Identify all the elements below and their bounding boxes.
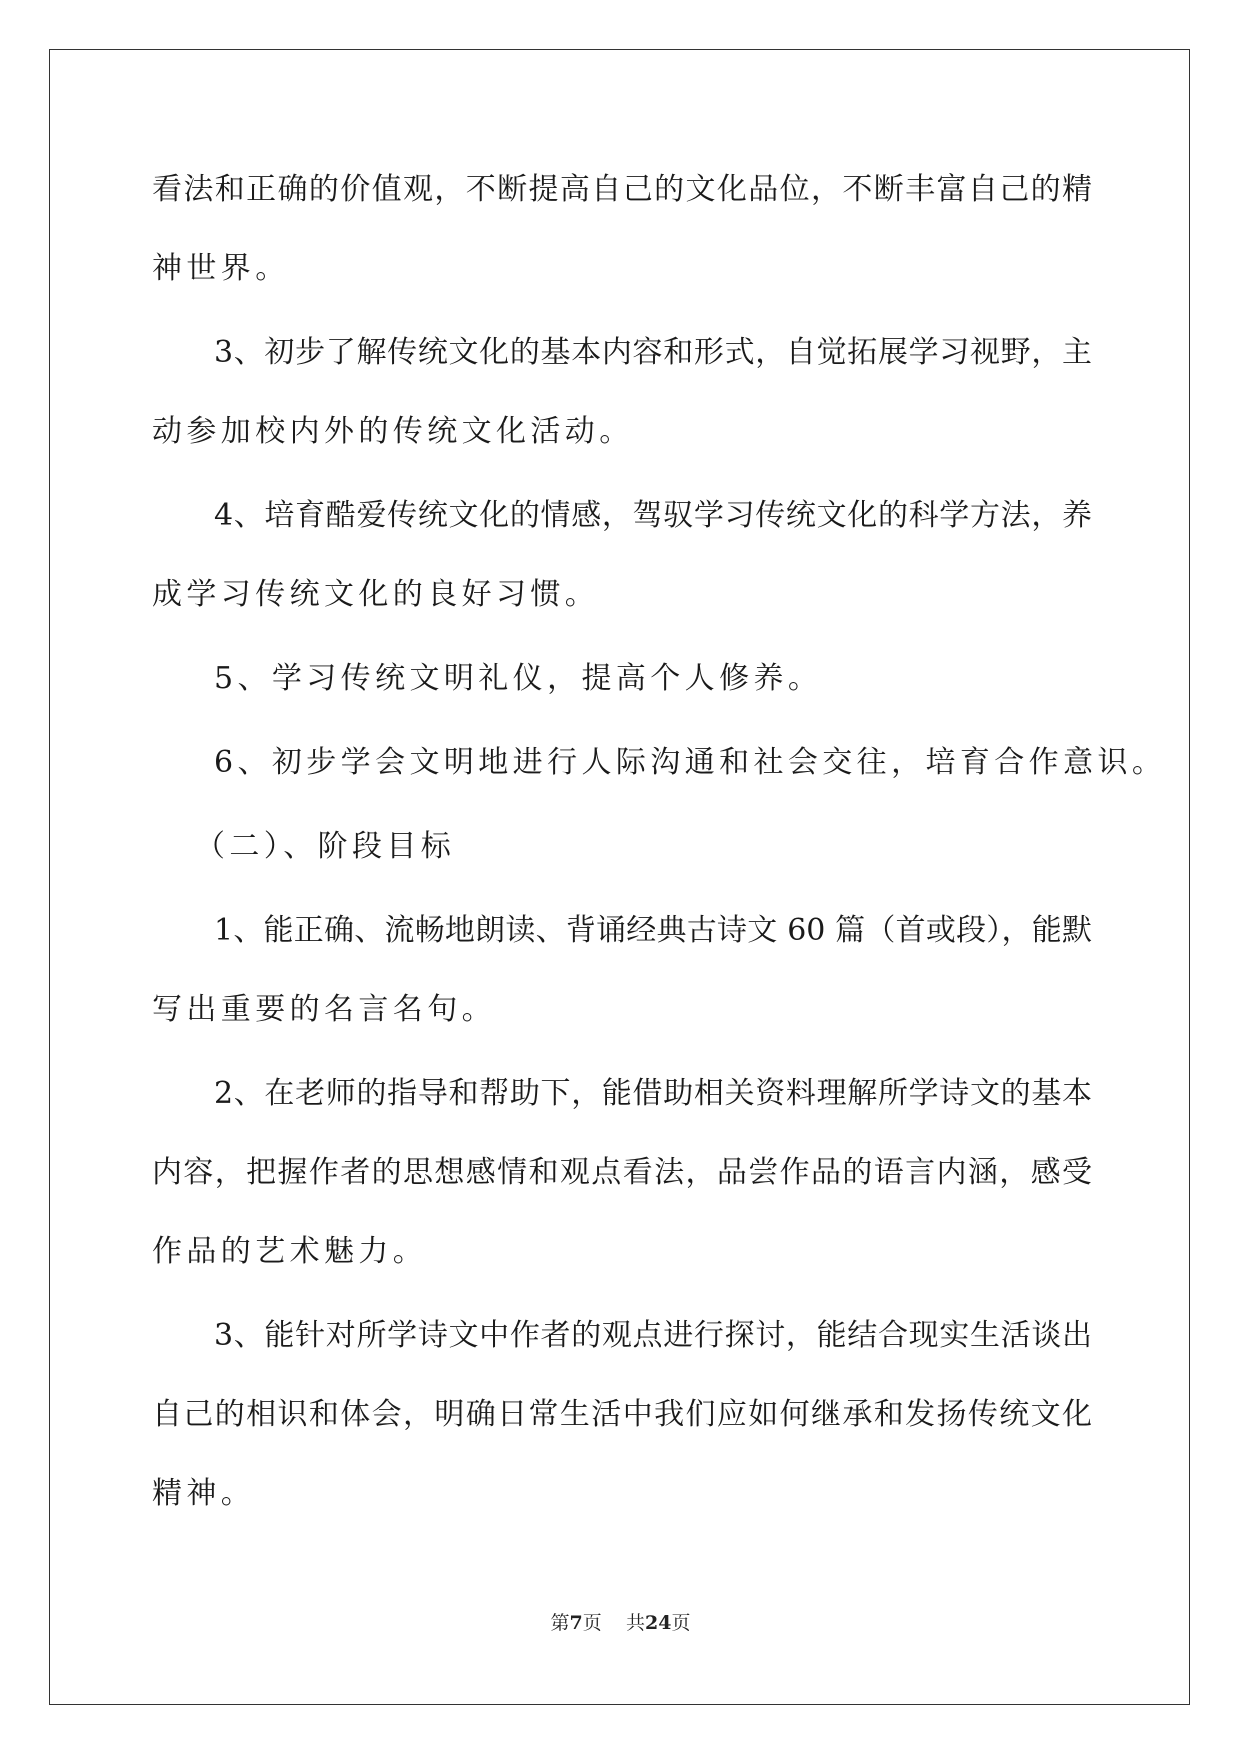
- paragraph-line: 成学习传统文化的良好习惯。: [152, 577, 600, 612]
- page-border: [49, 49, 1190, 1705]
- paragraph-line: 自己的相识和体会，明确日常生活中我们应如何继承和发扬传统文化: [152, 1397, 1092, 1432]
- paragraph-line: 神世界。: [152, 251, 290, 286]
- paragraph-line: 2、在老师的指导和帮助下，能借助相关资料理解所学诗文的基本: [214, 1076, 1092, 1111]
- total-suffix: 页: [671, 1612, 691, 1634]
- paragraph-line: 作品的艺术魅力。: [152, 1234, 428, 1269]
- paragraph-line: 看法和正确的价值观，不断提高自己的文化品位，不断丰富自己的精: [152, 172, 1092, 207]
- paragraph-line: 精神。: [152, 1476, 256, 1511]
- section-heading: （二）、阶段目标: [195, 829, 456, 864]
- page-number: 7: [569, 1612, 583, 1634]
- paragraph-line: 写出重要的名言名句。: [152, 992, 496, 1027]
- page-suffix: 页: [582, 1612, 602, 1634]
- paragraph-line: 4、培育酷爱传统文化的情感，驾驭学习传统文化的科学方法，养: [214, 498, 1092, 533]
- total-pages: 24: [644, 1612, 672, 1634]
- paragraph-line: 1、能正确、流畅地朗读、背诵经典古诗文 60 篇（首或段），能默: [214, 913, 1092, 948]
- paragraph-line: 3、初步了解传统文化的基本内容和形式，自觉拓展学习视野，主: [214, 335, 1092, 370]
- paragraph-line: 内容，把握作者的思想感情和观点看法，品尝作品的语言内涵，感受: [152, 1155, 1092, 1190]
- paragraph-line: 动参加校内外的传统文化活动。: [152, 414, 634, 449]
- paragraph-line: 5、学习传统文明礼仪，提高个人修养。: [214, 661, 823, 696]
- page-prefix: 第: [550, 1612, 570, 1634]
- total-prefix: 共: [625, 1612, 645, 1634]
- page-footer: [0, 1611, 1241, 1635]
- paragraph-line: 3、能针对所学诗文中作者的观点进行探讨，能结合现实生活谈出: [214, 1318, 1092, 1353]
- paragraph-line: 6、初步学会文明地进行人际沟通和社会交往，培育合作意识。: [214, 745, 1167, 780]
